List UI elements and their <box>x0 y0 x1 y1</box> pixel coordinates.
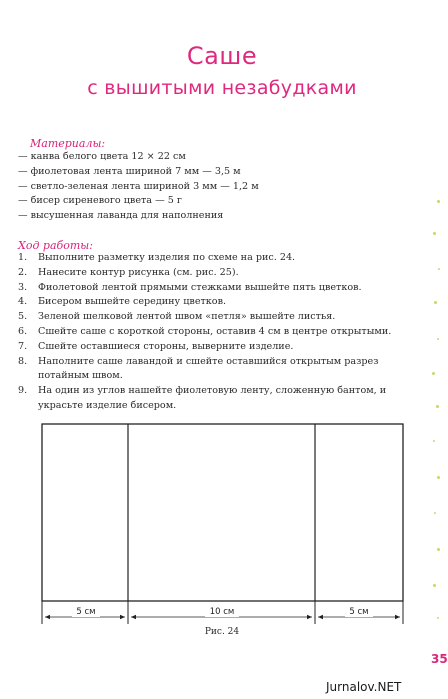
decorative-dot <box>433 232 436 235</box>
list-item: — фиолетовая лента шириной 7 мм — 3,5 м <box>18 165 241 177</box>
list-item: — высушенная лаванда для наполнения <box>18 210 224 222</box>
decorative-dot <box>437 338 439 340</box>
step-text: Зеленой шелковой лентой швом «петля» вышейте листья. <box>38 311 336 323</box>
step-text: На один из углов нашейте фиолетовую ленту, сложенную бантом, и украсьте изделие бисером. <box>38 385 387 411</box>
step-text: Нанесите контур рисунка (см. рис. 25). <box>38 266 239 278</box>
step-text: Наполните саше лавандой и сшейте оставшийся открытым разрез потайным швом. <box>38 355 379 382</box>
dimension-label-center: 10 см <box>209 607 235 617</box>
decorative-dot <box>432 372 435 375</box>
diagram-outline <box>42 424 403 601</box>
page-title: Саше <box>186 42 258 70</box>
decorative-dot <box>438 268 440 270</box>
step-number: 9. <box>18 385 28 397</box>
figure-caption: Рис. 24 <box>204 627 240 637</box>
step-number: 4. <box>18 296 28 308</box>
step-text: Сшейте саше с короткой стороны, оставив 4 см в центре открытыми. <box>38 325 392 337</box>
dimension-label-left: 5 см <box>76 607 96 617</box>
decorative-dot <box>434 512 436 514</box>
decorative-dot <box>437 617 439 619</box>
step-number: 2. <box>18 266 28 278</box>
step-number: 7. <box>18 340 28 352</box>
page-number: 35 <box>431 652 448 666</box>
list-item: — бисер сиреневого цвета — 5 г <box>18 195 182 207</box>
decorative-dot <box>437 548 440 551</box>
dimension-label-right: 5 см <box>349 607 369 617</box>
watermark-text: Jurnalov.NET <box>326 680 402 694</box>
page-subtitle: с вышитыми незабудками <box>87 77 357 99</box>
decorative-dot <box>433 584 436 587</box>
list-item: — светло-зеленая лента шириной 3 мм — 1,2 м <box>18 180 259 192</box>
step-text: Фиолетовой лентой прямыми стежками вышейте пять цветков. <box>38 281 362 293</box>
step-number: 3. <box>18 281 28 293</box>
steps-heading: Ход работы: <box>18 239 93 252</box>
step-text: Сшейте оставшиеся стороны, выверните изделие. <box>38 340 294 352</box>
step-number: 1. <box>18 252 28 263</box>
decorative-dot <box>437 476 440 479</box>
step-text: Выполните разметку изделия по схеме на рис. 24. <box>38 252 296 263</box>
step-number: 5. <box>18 311 28 323</box>
decorative-dot <box>437 200 440 203</box>
materials-heading: Материалы: <box>30 137 106 150</box>
list-item: — канва белого цвета 12 × 22 см <box>18 151 186 162</box>
step-text: Бисером вышейте середину цветков. <box>38 296 227 308</box>
decorative-dot <box>436 405 439 408</box>
decorative-dot <box>433 440 435 442</box>
decorative-dot <box>434 301 437 304</box>
step-number: 8. <box>18 355 28 367</box>
step-number: 6. <box>18 325 28 337</box>
